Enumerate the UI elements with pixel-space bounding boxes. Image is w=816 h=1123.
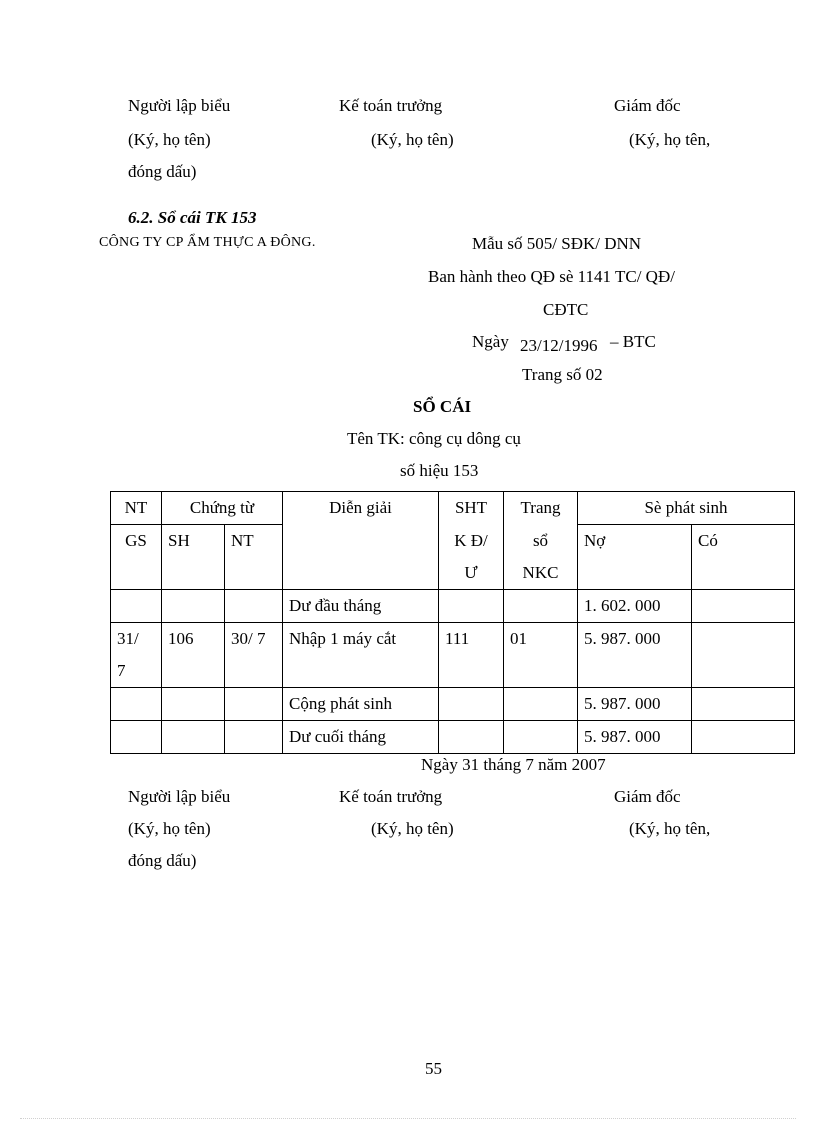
account-name: Tên TK: công cụ dông cụ bbox=[347, 429, 521, 448]
ledger-title: SỔ CÁI bbox=[413, 397, 472, 416]
header-voucher: Chứng từ bbox=[162, 492, 283, 525]
header-row-1 bbox=[111, 492, 795, 525]
form-page: Trang số 02 bbox=[522, 365, 603, 384]
account-number: số hiệu 153 bbox=[400, 461, 479, 480]
ledger-table bbox=[110, 491, 795, 754]
header-desc: Diễn giải bbox=[283, 492, 439, 590]
top-preparer-sign: (Ký, họ tên) bbox=[128, 130, 211, 149]
table-row bbox=[111, 688, 795, 721]
bottom-chief-sign: (Ký, họ tên) bbox=[371, 819, 454, 838]
company-name: CÔNG TY CP ẨM THỰC A ĐÔNG. bbox=[99, 235, 316, 250]
header-sh: SH bbox=[162, 525, 225, 558]
row-desc: Nhập 1 máy cắt bbox=[283, 623, 439, 688]
bottom-chief-accountant-label: Kế toán trưởng bbox=[339, 787, 443, 806]
header-sht-2: K Đ/ bbox=[439, 525, 504, 558]
row-desc: Dư cuối tháng bbox=[283, 721, 439, 754]
table-row: 31/ 7 106 30/ 7 Nhập 1 máy cắt 111 01 5. 987. 000 bbox=[111, 623, 795, 688]
row-debit: 5. 987. 000 bbox=[578, 721, 692, 754]
table-row bbox=[111, 721, 795, 754]
top-chief-sign: (Ký, họ tên) bbox=[371, 130, 454, 149]
row-debit: 5. 987. 000 bbox=[578, 623, 692, 688]
header-nt: NT bbox=[111, 492, 162, 525]
form-issued: Ban hành theo QĐ sè 1141 TC/ QĐ/ bbox=[428, 267, 675, 286]
header-debit: Nợ bbox=[578, 525, 692, 590]
header-sht-1: SHT bbox=[439, 492, 504, 525]
header-page-2: sổ bbox=[504, 525, 578, 558]
bottom-preparer-sign: (Ký, họ tên) bbox=[128, 819, 211, 838]
form-date-label: Ngày bbox=[472, 332, 509, 351]
date-line: Ngày 31 tháng 7 năm 2007 bbox=[421, 755, 606, 774]
top-director-sign: (Ký, họ tên, bbox=[629, 130, 711, 149]
header-amount: Sè phát sinh bbox=[578, 492, 795, 525]
form-issued-cont: CĐTC bbox=[543, 300, 589, 319]
header-row-2 bbox=[111, 525, 795, 558]
top-preparer-label: Người lập biểu bbox=[128, 96, 231, 115]
form-date-suffix: – BTC bbox=[610, 332, 656, 351]
row-debit: 1. 602. 000 bbox=[578, 590, 692, 623]
page-edge-divider bbox=[20, 1118, 796, 1119]
bottom-stamp-note: đóng dấu) bbox=[128, 851, 197, 870]
top-chief-accountant-label: Kế toán trưởng bbox=[339, 96, 443, 115]
form-date-value: 23/12/1996 bbox=[520, 336, 598, 355]
header-gs: GS bbox=[111, 525, 162, 558]
table-row bbox=[111, 590, 795, 623]
header-page-1: Trang bbox=[504, 492, 578, 525]
bottom-director-sign: (Ký, họ tên, bbox=[629, 819, 711, 838]
row-desc: Cộng phát sinh bbox=[283, 688, 439, 721]
top-stamp-note: đóng dấu) bbox=[128, 162, 197, 181]
header-page-3: NKC bbox=[504, 557, 578, 590]
row-debit: 5. 987. 000 bbox=[578, 688, 692, 721]
form-code: Mẫu số 505/ SĐK/ DNN bbox=[472, 234, 642, 253]
header-nt-voucher: NT bbox=[225, 525, 283, 558]
bottom-preparer-label: Người lập biểu bbox=[128, 787, 231, 806]
row-desc: Dư đầu tháng bbox=[283, 590, 439, 623]
top-director-label: Giám đốc bbox=[614, 96, 681, 115]
header-sht-3: Ư bbox=[439, 557, 504, 590]
page-number: 55 bbox=[425, 1059, 442, 1078]
section-title: 6.2. Sổ cái TK 153 bbox=[128, 208, 257, 227]
header-credit: Có bbox=[692, 525, 795, 590]
bottom-director-label: Giám đốc bbox=[614, 787, 681, 806]
